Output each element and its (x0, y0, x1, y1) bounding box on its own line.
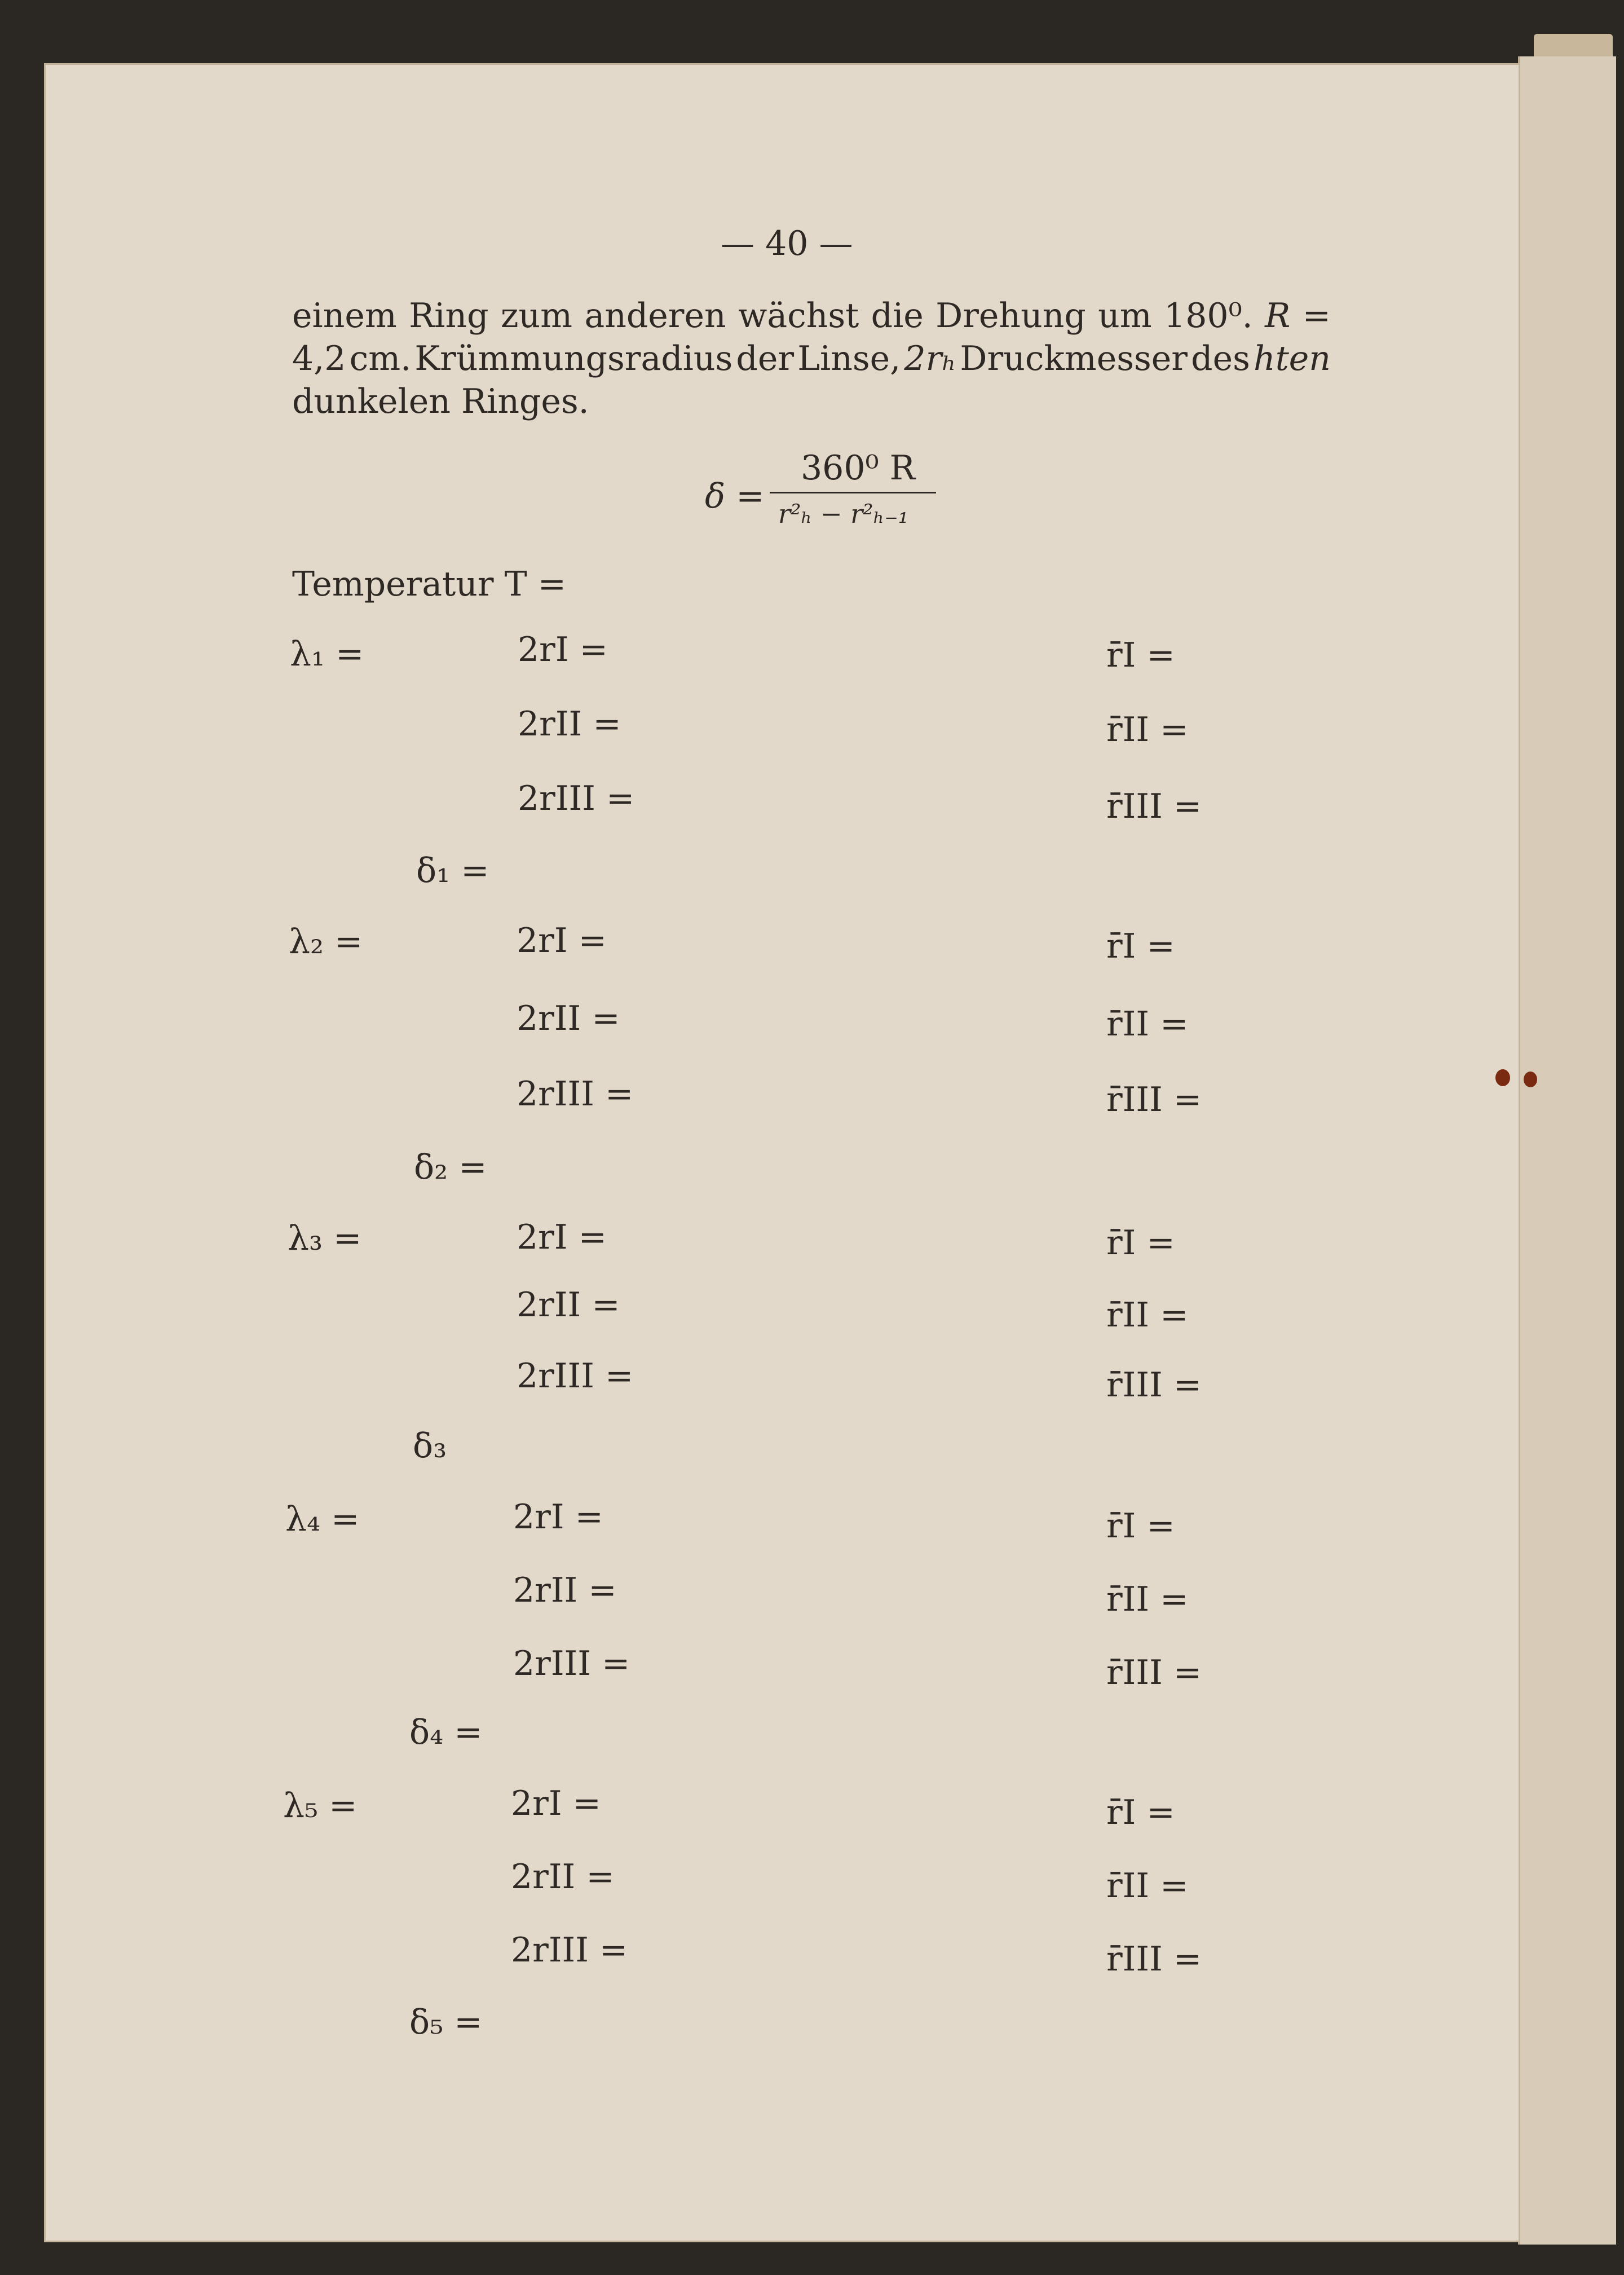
diameter-row: 2rIII = (517, 1074, 634, 1114)
radius-row: r̄I = (1106, 1223, 1175, 1263)
radius-row: r̄III = (1106, 1939, 1202, 1979)
word: Ring (409, 296, 489, 336)
lambda-label: λ₂ = (289, 922, 363, 962)
radius-row: r̄II = (1106, 1580, 1189, 1619)
word: 4,2 (292, 339, 346, 378)
diameter-row: 2rI = (511, 1784, 601, 1823)
word: Linse, (797, 339, 901, 378)
word: um (1098, 296, 1152, 336)
radius-row: r̄I = (1106, 1793, 1175, 1832)
radius-row: r̄II = (1106, 1295, 1189, 1335)
diameter-row: 2rIII = (513, 1644, 630, 1683)
diameter-row: 2rII = (513, 1571, 617, 1610)
radius-row: r̄III = (1106, 1080, 1202, 1119)
temperature-label: Temperatur T = (292, 565, 567, 604)
word: R (1265, 296, 1291, 336)
formula-delta (705, 448, 942, 541)
delta-label: δ₃ (413, 1426, 447, 1466)
delta-label: δ₄ = (409, 1713, 483, 1752)
word: hten (1254, 339, 1331, 378)
diameter-row: 2rIII = (511, 1930, 628, 1970)
word: 2rₕ (904, 339, 957, 378)
word: der (736, 339, 795, 378)
delta-label: δ₅ = (409, 2003, 483, 2042)
intro-paragraph (292, 294, 1331, 423)
delta-label: δ₁ = (416, 851, 489, 890)
lambda-label: λ₃ = (288, 1219, 362, 1258)
formula-lhs: δ = (705, 477, 765, 516)
lambda-label: λ₄ = (285, 1500, 360, 1539)
word: des (1191, 339, 1250, 378)
stain-mark (1495, 1069, 1510, 1086)
word: dunkelen Ringes. (292, 382, 589, 421)
lambda-label: λ₁ = (290, 634, 364, 674)
diameter-row: 2rII = (518, 704, 621, 744)
lambda-label: λ₅ = (283, 1786, 358, 1826)
word: zum (500, 296, 573, 336)
diameter-row: 2rI = (513, 1497, 603, 1537)
diameter-row: 2rI = (517, 1218, 607, 1257)
radius-row: r̄I = (1106, 927, 1175, 966)
word: Krümmungsradius (414, 339, 733, 378)
word: cm. (349, 339, 412, 378)
delta-label: δ₂ = (414, 1148, 487, 1187)
diameter-row: 2rIII = (517, 1356, 634, 1396)
radius-row: r̄I = (1106, 1506, 1175, 1546)
radius-row: r̄III = (1106, 1365, 1202, 1405)
diameter-row: 2rI = (517, 921, 607, 960)
radius-row: r̄II = (1106, 1004, 1189, 1044)
formula-numerator: 360⁰ R (801, 448, 915, 488)
word: anderen (584, 296, 726, 336)
page-number: — 40 — (721, 224, 853, 263)
diameter-row: 2rI = (518, 630, 608, 669)
intro-line-2 (292, 337, 1331, 380)
word: wächst (738, 296, 859, 336)
radius-row: r̄II = (1106, 1866, 1189, 1906)
word: einem (292, 296, 397, 336)
radius-row: r̄I = (1106, 636, 1175, 675)
diameter-row: 2rII = (517, 1285, 620, 1325)
diameter-row: 2rII = (517, 999, 620, 1038)
word: Druckmesser (960, 339, 1188, 378)
formula-denominator: r²ₕ − r²ₕ₋₁ (778, 499, 909, 529)
intro-line-1 (292, 294, 1331, 337)
radius-row: r̄III = (1106, 1653, 1202, 1692)
word: 180⁰. (1164, 296, 1253, 336)
radius-row: r̄II = (1106, 710, 1189, 749)
diameter-row: 2rIII = (518, 779, 635, 818)
fraction-bar (770, 492, 936, 493)
word: die (871, 296, 924, 336)
diameter-row: 2rII = (511, 1857, 615, 1897)
stain-mark (1524, 1072, 1537, 1087)
intro-line-3 (292, 380, 1331, 423)
next-page-edge (1518, 56, 1616, 2245)
radius-row: r̄III = (1106, 787, 1202, 826)
word: = (1302, 296, 1331, 336)
word: Drehung (935, 296, 1086, 336)
